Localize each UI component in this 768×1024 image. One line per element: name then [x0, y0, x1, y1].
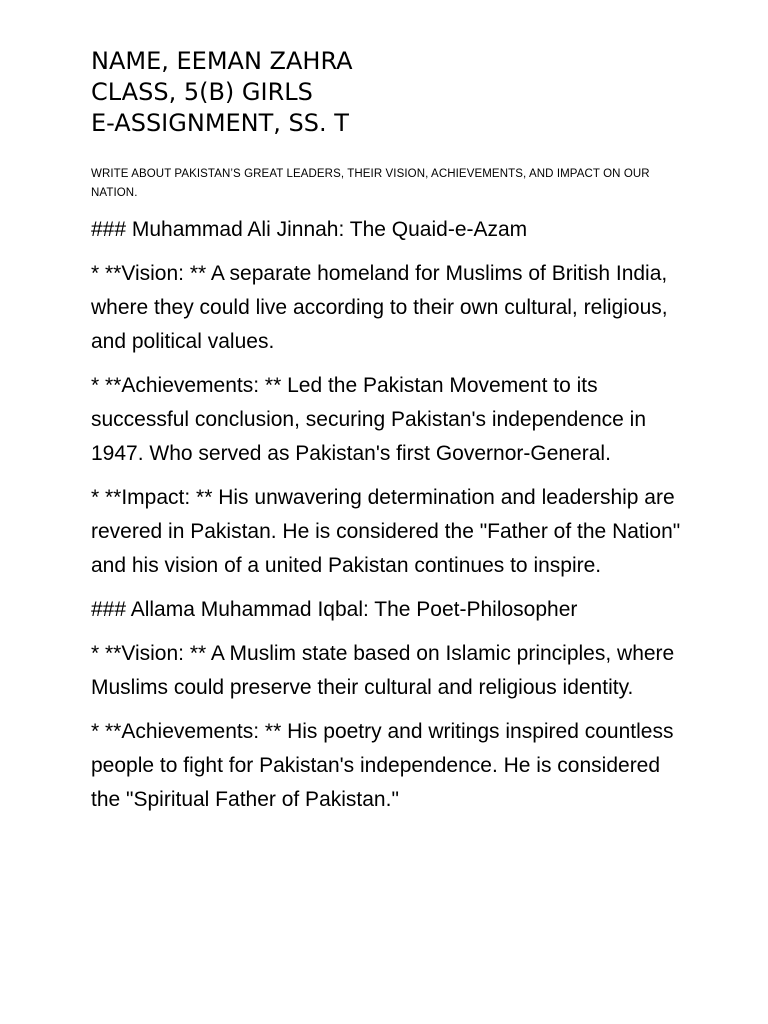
student-name-line: NAME, EEMAN ZAHRA — [91, 47, 353, 75]
jinnah-achievements-paragraph: * **Achievements: ** Led the Pakistan Movement to its successful conclusion, securing Pakistan's independence in 1947. Who served as Pakistan's first Governor-General. — [91, 374, 647, 465]
section-heading-jinnah: ### Muhammad Ali Jinnah: The Quaid-e-Azam — [91, 218, 528, 241]
jinnah-vision-paragraph: * **Vision: ** A separate homeland for Muslims of British India, where they could live according to their own cultural, religious, and political values. — [91, 262, 668, 353]
section-heading-iqbal: ### Allama Muhammad Iqbal: The Poet-Philosopher — [91, 598, 578, 621]
iqbal-vision-paragraph: * **Vision: ** A Muslim state based on Islamic principles, where Muslims could preserve their cultural and religious identity. — [91, 642, 675, 699]
assignment-prompt: WRITE ABOUT PAKISTAN’S GREAT LEADERS, THEIR VISION, ACHIEVEMENTS, AND IMPACT ON OUR NATION. — [91, 168, 650, 199]
document-header — [91, 46, 691, 139]
class-line: CLASS, 5(B) GIRLS — [91, 78, 313, 106]
jinnah-impact-paragraph: * **Impact: ** His unwavering determination and leadership are revered in Pakistan. He is considered the "Father of the Nation" and his vision of a united Pakistan continues to inspire. — [91, 486, 681, 577]
section-iqbal — [91, 593, 691, 817]
iqbal-achievements-paragraph: * **Achievements: ** His poetry and writings inspired countless people to fight for Pakistan's independence. He is considered the "Spiritual Father of Pakistan." — [91, 720, 674, 811]
document-page — [91, 46, 691, 817]
assignment-line: E-ASSIGNMENT, SS. T — [91, 109, 349, 137]
section-jinnah — [91, 213, 691, 583]
